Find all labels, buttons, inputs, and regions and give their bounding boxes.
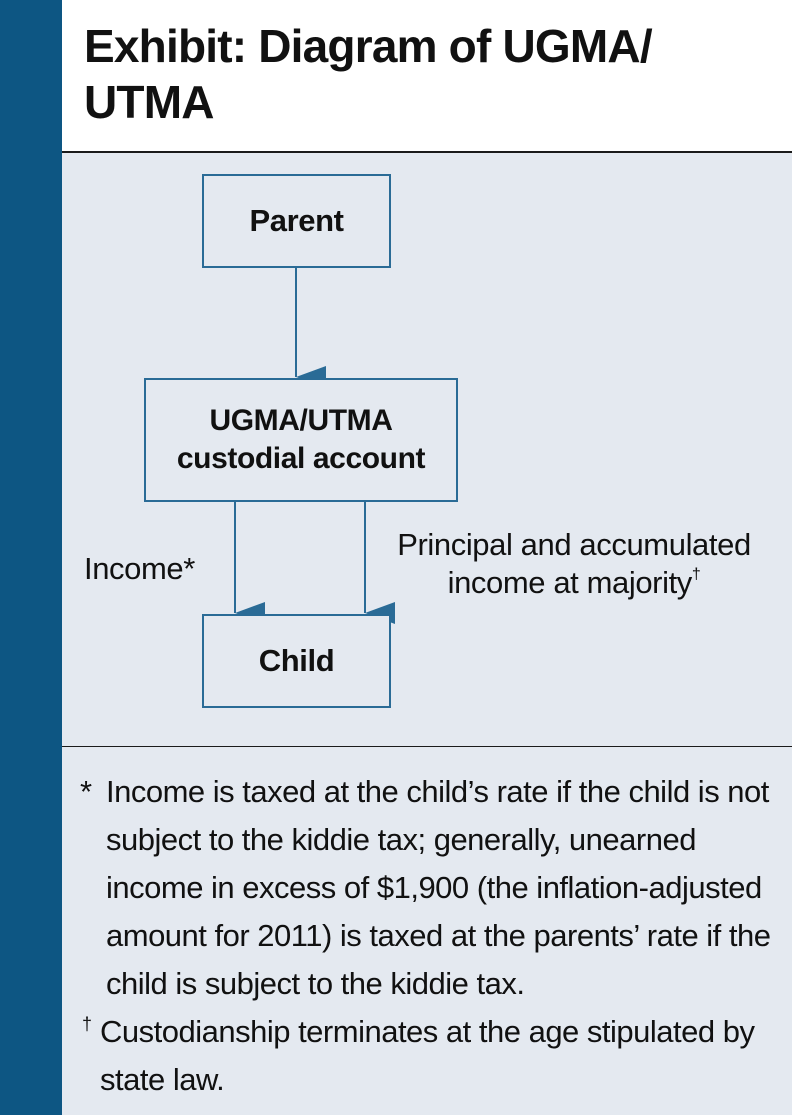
page-title: Exhibit: Diagram of UGMA/ UTMA <box>84 20 652 128</box>
footnote-custodianship <box>82 1008 772 1104</box>
income-label: Income* <box>84 551 195 586</box>
principal-label-line2-text: income at majority <box>447 565 692 600</box>
parent-node <box>202 174 391 268</box>
principal-label-line1: Principal and accumulated <box>397 527 751 562</box>
sidebar-accent <box>0 0 62 1115</box>
footnote-income-text: Income is taxed at the child’s rate if the child is not subject to the kiddie tax; generally, unearned income in excess of $1,900 (the inflation-adjusted amount for 2011) is taxed at the parents’ rate if the child is subject to the kiddie tax. <box>106 774 771 1001</box>
principal-label-line2 <box>376 564 772 602</box>
ugma-utma-diagram <box>62 153 792 747</box>
footnote-divider <box>62 746 792 747</box>
principal-dagger-mark: † <box>691 566 701 583</box>
custodial-account-node <box>144 378 458 502</box>
account-node-label-line2: custodial account <box>176 442 426 475</box>
footnote-income <box>80 768 772 1008</box>
principal-label <box>376 526 772 602</box>
footnotes <box>62 768 792 1104</box>
footnote-dagger-mark: † <box>82 1014 92 1034</box>
footnote-asterisk-mark: * <box>80 774 92 809</box>
account-node-label-line1: UGMA/UTMA <box>209 404 393 437</box>
parent-node-label: Parent <box>249 203 344 238</box>
child-node <box>202 614 391 708</box>
exhibit-header <box>62 0 792 153</box>
footnote-custodianship-text: Custodianship terminates at the age stipulated by state law. <box>100 1014 755 1097</box>
child-node-label: Child <box>258 643 335 678</box>
